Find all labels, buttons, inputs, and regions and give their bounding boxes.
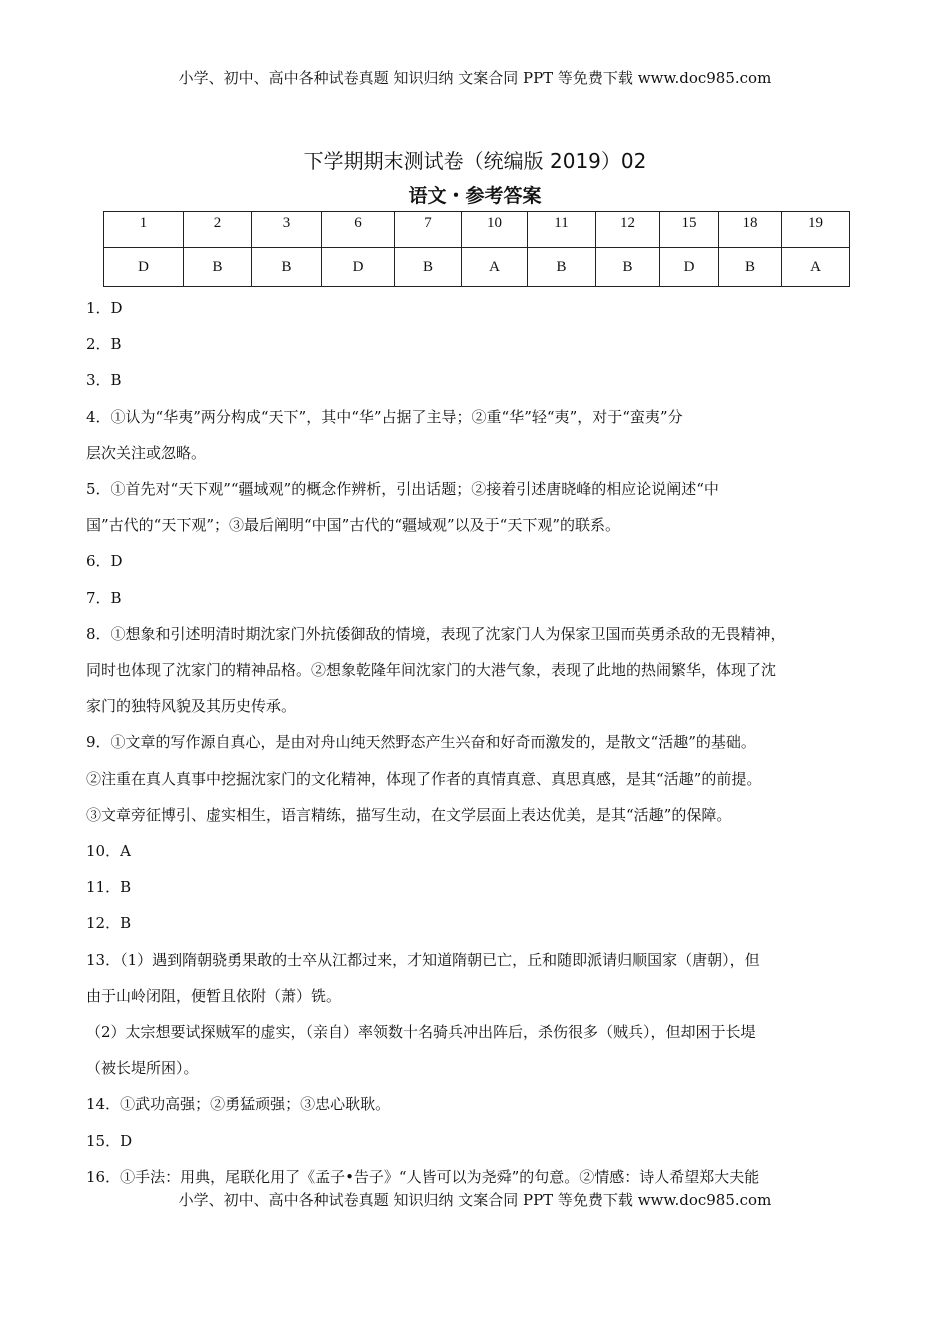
question-number: 18 <box>719 212 782 248</box>
answer-line: （被长堤所困）。 <box>86 1059 199 1078</box>
answer-line: 12．B <box>86 914 132 933</box>
answer-letter: B <box>252 248 322 287</box>
answer-line: 6．D <box>86 552 123 571</box>
answer-letter: D <box>104 248 184 287</box>
answer-line: 同时也体现了沈家门的精神品格。②想象乾隆年间沈家门的大港气象，表现了此地的热闹繁华，体现了沈 <box>86 661 777 680</box>
question-number: 3 <box>252 212 322 248</box>
answer-line: 15．D <box>86 1131 133 1150</box>
answer-line: 4．①认为“华夷”两分构成“天下”，其中“华”占据了主导；②重“华”轻“夷”，对于“蛮夷”分 <box>86 407 683 426</box>
answer-line: ③文章旁征博引、虚实相生，语言精练，描写生动，在文学层面上表达优美，是其“活趣”的保障。 <box>86 805 732 824</box>
answer-line: 家门的独特风貌及其历史传承。 <box>86 697 297 716</box>
answer-table <box>103 211 850 287</box>
answer-line: 由于山岭闭阻，便暂且依附（萧）铣。 <box>86 986 342 1005</box>
question-number: 1 <box>104 212 184 248</box>
answer-letter: B <box>528 248 596 287</box>
answer-letter: D <box>322 248 395 287</box>
exam-title: 下学期期末测试卷（统编版 2019）02 <box>303 149 647 173</box>
question-number: 6 <box>322 212 395 248</box>
answer-letter: A <box>782 248 850 287</box>
answer-line: 11．B <box>86 878 132 897</box>
answer-line: ②注重在真人真事中挖掘沈家门的文化精神，体现了作者的真情真意、真思真感，是其“活趣”的前提。 <box>86 769 762 788</box>
answer-letter: B <box>596 248 660 287</box>
question-number: 12 <box>596 212 660 248</box>
answer-letter: B <box>719 248 782 287</box>
answer-line: 9．①文章的写作源自真心，是由对舟山纯天然野态产生兴奋和好奇而激发的，是散文“活趣”的基础。 <box>86 733 756 752</box>
header-banner: 小学、初中、高中各种试卷真题 知识归纳 文案合同 PPT 等免费下载 www.doc985.com <box>178 69 772 87</box>
exam-subtitle: 语文・参考答案 <box>408 185 542 207</box>
question-number: 15 <box>660 212 719 248</box>
question-number: 19 <box>782 212 850 248</box>
question-number-row <box>104 212 850 248</box>
answer-line: 2．B <box>86 335 122 354</box>
question-number: 7 <box>395 212 462 248</box>
answer-letter: D <box>660 248 719 287</box>
answer-line: 13．（1）遇到隋朝骁勇果敢的士卒从江都过来，才知道隋朝已亡，丘和随即派请归顺国家（唐朝），但 <box>86 950 760 969</box>
answer-line: 5．①首先对“天下观”“疆域观”的概念作辨析，引出话题；②接着引述唐晓峰的相应论说阐述“中 <box>86 480 719 499</box>
question-number: 11 <box>528 212 596 248</box>
answer-line: 8．①想象和引述明清时期沈家门外抗倭御敌的情境，表现了沈家门人为保家卫国而英勇杀敌的无畏精神， <box>86 624 786 643</box>
answer-line: 14．①武功高强；②勇猛顽强；③忠心耿耿。 <box>86 1095 391 1114</box>
answer-letter: A <box>462 248 528 287</box>
answer-letter: B <box>395 248 462 287</box>
answer-row <box>104 248 850 287</box>
answer-explanations <box>86 290 852 1195</box>
footer-banner: 小学、初中、高中各种试卷真题 知识归纳 文案合同 PPT 等免费下载 www.doc985.com <box>178 1191 772 1209</box>
answer-line: 3．B <box>86 371 122 390</box>
answer-line: 7．B <box>86 588 122 607</box>
answer-line: 1．D <box>86 299 123 317</box>
answer-line: 层次关注或忽略。 <box>86 443 207 462</box>
answer-line: 10．A <box>86 842 131 861</box>
question-number: 10 <box>462 212 528 248</box>
answer-letter: B <box>184 248 252 287</box>
answer-line: 国”古代的“天下观”；③最后阐明“中国”古代的“疆域观”以及于“天下观”的联系。 <box>86 516 621 535</box>
answer-line: 16．①手法：用典，尾联化用了《孟子•告子》“人皆可以为尧舜”的句意。②情感：诗人希望郑大夫能 <box>86 1167 760 1186</box>
answer-line: （2）太宗想要试探贼军的虚实，（亲自）率领数十名骑兵冲出阵后，杀伤很多（贼兵），但却困于长堤 <box>86 1023 756 1042</box>
question-number: 2 <box>184 212 252 248</box>
